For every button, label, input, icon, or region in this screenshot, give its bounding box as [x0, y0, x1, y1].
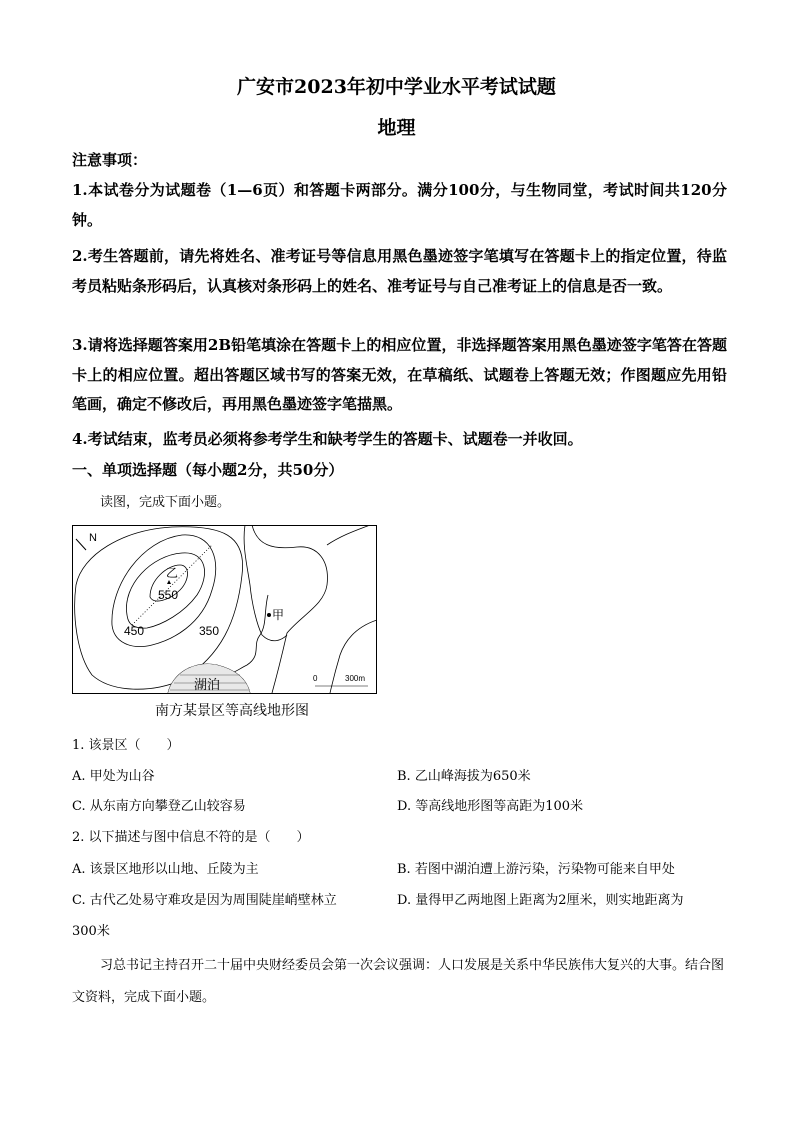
stream — [222, 595, 268, 675]
subject-title: 地理 — [377, 117, 416, 139]
map-caption: 南方某景区等高线地形图 — [155, 703, 309, 719]
q2-option-c: C. 古代乙处易守难攻是因为周围陡崖峭壁林立 — [72, 893, 337, 908]
cliff-symbol — [132, 545, 212, 625]
contour-east-2 — [327, 525, 370, 545]
notice-item-4: 4.考试结束，监考员必须将参考学生和缺考学生的答题卡、试题卷一并收回。 — [72, 430, 583, 448]
question-2-stem: 2. 以下描述与图中信息不符的是（ ） — [72, 830, 310, 845]
scale-end: 300m — [345, 674, 366, 683]
contour-label-350: 350 — [199, 624, 220, 638]
section-heading: 一、单项选择题（每小题2分，共50分） — [72, 461, 344, 479]
contour-map — [72, 525, 377, 695]
q1-option-c: C. 从东南方向攀登乙山较容易 — [72, 799, 246, 814]
intro-paragraph-2: 习总书记主持召开二十届中央财经委员会第一次会议强调：人口发展是关系中华民族伟大复兴的大事。结合图文资料，完成下面小题。 — [72, 958, 725, 1005]
notice-heading: 注意事项： — [72, 151, 148, 169]
north-arrow-icon — [76, 539, 86, 550]
north-label: N — [89, 532, 97, 544]
exam-title: 广安市2023年初中学业水平考试试题 — [237, 76, 556, 98]
point-icon — [267, 613, 271, 617]
contour-east-1 — [252, 525, 327, 693]
peak-icon — [167, 580, 171, 584]
contour-label-550: 550 — [158, 588, 179, 602]
question-1-stem: 1. 该景区（ ） — [72, 738, 180, 753]
q2-option-d: D. 量得甲乙两地图上距离为2厘米，则实地距离为 — [397, 893, 684, 908]
notice-item-2: 2.考生答题前，请先将姓名、准考证号等信息用黑色墨迹签字笔填写在答题卡上的指定位置，待监考员粘贴条形码后，认真核对条形码上的姓名、准考证号与自己准考证上的信息是否一致。 — [72, 247, 727, 295]
notice-item-1: 1.本试卷分为试题卷（1—6页）和答题卡两部分。满分100分，与生物同堂，考试时间共120分钟。 — [72, 181, 727, 229]
scale-zero: 0 — [313, 674, 318, 683]
contour-label-450: 450 — [124, 624, 145, 638]
q2-option-b: B. 若图中湖泊遭上游污染，污染物可能来自甲处 — [397, 862, 675, 877]
q1-option-d: D. 等高线地形图等高距为100米 — [397, 799, 584, 814]
intro-text: 读图，完成下面小题。 — [100, 495, 231, 510]
q2-option-d-tail: 300米 — [72, 924, 110, 939]
notice-item-3: 3.请将选择题答案用2B铅笔填涂在答题卡上的相应位置，非选择题答案用黑色墨迹签字笔答在答题卡上的相应位置。超出答题区域书写的答案无效，在草稿纸、试题卷上答题无效；作图题应先用铅笔画，确定不修改后，再用黑色墨迹签字笔描黑。 — [72, 336, 727, 413]
contour-valley-right — [244, 525, 287, 641]
q1-option-a: A. 甲处为山谷 — [72, 769, 155, 784]
lake-label: 湖泊 — [194, 677, 221, 692]
q2-option-a: A. 该景区地形以山地、丘陵为主 — [72, 862, 259, 877]
point-label: 甲 — [272, 608, 285, 622]
q1-option-b: B. 乙山峰海拔为650米 — [397, 769, 531, 784]
peak-label: 乙 — [166, 566, 179, 580]
